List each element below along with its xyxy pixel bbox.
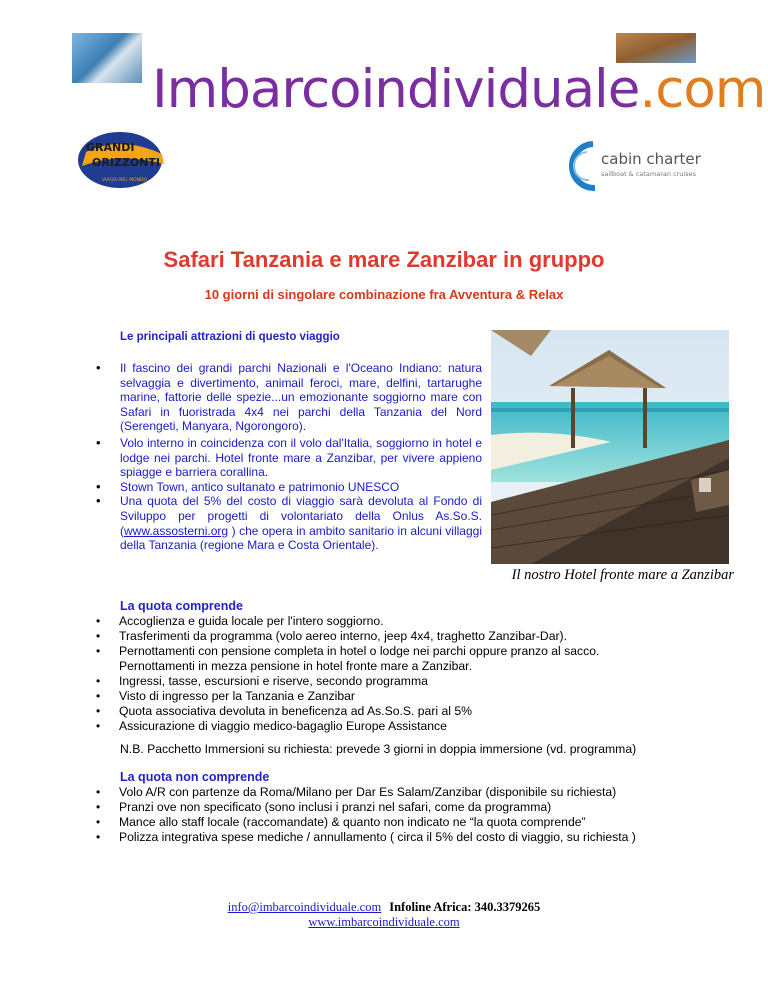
list-item: • Mance allo staff locale (raccomandate) & quanto non indicato ne “la quota comprende” <box>96 815 716 830</box>
list-item: • Stown Town, antico sultanato e patrimonio UNESCO <box>96 480 482 495</box>
brand-tld: .com <box>639 59 766 120</box>
list-item: • Il fascino dei grandi parchi Nazionali e l'Oceano Indiano: natura selvaggia e divertimento, animail feroci, mare, delfini, tartarughe marine, fattorie delle spezie...un emozionante soggiorno mare con Safari in fuoristrada 4x4 nei parchi della Tanzania del Nord (Serengeti, Manyara, Ngorongoro). <box>96 361 482 434</box>
grandi-tagline: VIAGGI NEL MONDO <box>102 178 148 183</box>
brand-logo[interactable] <box>152 59 765 120</box>
list-item: Pernottamenti in mezza pensione in hotel fronte mare a Zanzibar. <box>119 659 472 673</box>
diving-note: N.B. Pacchetto Immersioni su richiesta: prevede 3 giorni in doppia immersione (vd. programma) <box>120 742 637 756</box>
banner-photo-left <box>72 33 142 83</box>
excluded-list <box>96 785 716 845</box>
list-item: • Accoglienza e guida locale per l'intero soggiorno. <box>96 614 716 629</box>
list-item: • Volo A/R con partenze da Roma/Milano per Dar Es Salam/Zanzibar (disponibile su richiesta) <box>96 785 716 800</box>
list-item: • Ingressi, tasse, escursioni e riserve, secondo programma <box>96 674 716 689</box>
list-item: • Assicurazione di viaggio medico-bagaglio Europe Assistance <box>96 719 716 734</box>
list-item: • Polizza integrativa spese mediche / annullamento ( circa il 5% del costo di viaggio, su richiesta ) <box>96 830 716 845</box>
list-item: • Pranzi ove non specificato (sono inclusi i pranzi nel safari, come da programma) <box>96 800 716 815</box>
attractions-heading: Le principali attrazioni di questo viaggio <box>120 331 340 343</box>
brand-name: Imbarcoindividuale <box>152 59 640 120</box>
included-heading: La quota comprende <box>120 599 243 613</box>
list-item: • Quota associativa devoluta in beneficenza ad As.So.S. pari al 5% <box>96 704 716 719</box>
list-item: • Pernottamenti con pensione completa in hotel o lodge nei parchi oppure pranzo al sacco. <box>96 644 716 659</box>
excluded-heading: La quota non comprende <box>120 770 270 784</box>
attractions-list <box>96 361 482 553</box>
page-subtitle: 10 giorni di singolare combinazione fra Avventura & Relax <box>204 287 564 302</box>
website-link[interactable]: www.imbarcoindividuale.com <box>308 915 460 929</box>
page-title: Safari Tanzania e mare Zanzibar in gruppo <box>163 247 605 272</box>
grandi-line1: GRANDI <box>86 141 135 154</box>
list-item <box>96 494 482 552</box>
cabin-tagline: sailboat & catamaran cruises <box>601 170 697 178</box>
donation-text-after: ) che opera in ambito sanitario in alcuni villaggi della Tanzania (regione Mara e Costa Orientale). <box>120 523 482 553</box>
list-item: • Volo interno in coincidenza con il volo dal'Italia, soggiorno in hotel e lodge nei parchi. Hotel fronte mare a Zanzibar, per vivere appieno spiagge e barriera corallina. <box>96 436 482 480</box>
photo-caption: Il nostro Hotel fronte mare a Zanzibar <box>511 567 734 583</box>
included-list <box>96 614 716 734</box>
cabin-charter-logo <box>565 140 701 192</box>
grandi-line2: ORIZZONTI <box>92 156 161 169</box>
assosterni-link[interactable]: www.assosterni.org <box>124 523 229 538</box>
hotel-photo <box>491 330 729 564</box>
footer <box>0 900 768 930</box>
list-item: • Trasferimenti da programma (volo aereo interno, jeep 4x4, traghetto Zanzibar-Dar). <box>96 629 716 644</box>
email-link[interactable]: info@imbarcoindividuale.com <box>227 900 382 914</box>
donation-text-before: Una quota del 5% del costo di viaggio sarà devoluta al Fondo di Sviluppo per progetti di volontariato della Onlus As.So.S. ( <box>120 494 482 538</box>
list-item: • Visto di ingresso per la Tanzania e Zanzibar <box>96 689 716 704</box>
infoline: Infoline Africa: 340.3379265 <box>389 900 541 914</box>
cabin-name: cabin charter <box>601 150 701 168</box>
grandi-orizzonti-logo <box>76 130 174 190</box>
header-banner <box>72 33 766 127</box>
